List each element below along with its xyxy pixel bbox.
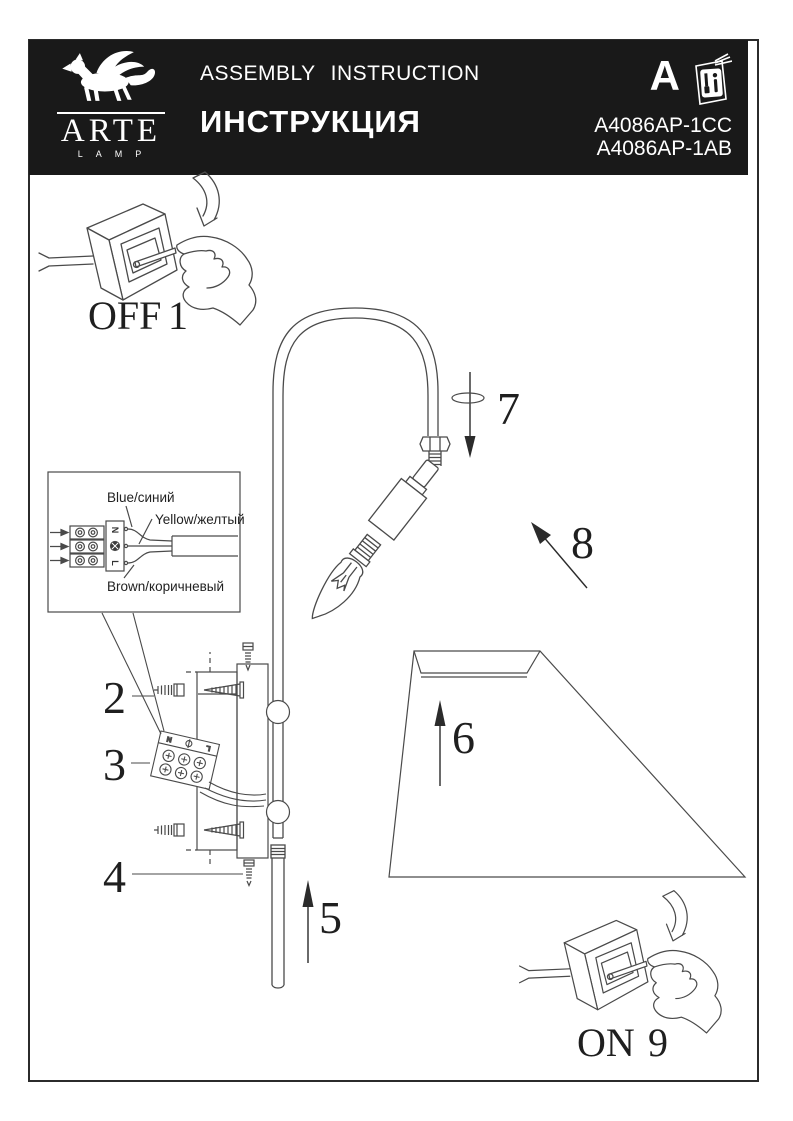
model-number-1: A4086AP-1CC [594,114,732,137]
step6-number: 6 [452,712,475,763]
wall-anchor-top [154,684,184,696]
step8-number: 8 [571,517,594,568]
lower-rod [271,845,285,988]
step1-label: OFF [88,293,162,338]
strip-terminal-l: L [110,560,120,566]
lamp-socket [369,454,446,540]
step7-number: 7 [497,383,520,434]
brand-subname: LAMP [77,149,155,159]
lamp-shade [389,651,745,877]
label-brown-wire: Brown/коричневый [107,579,225,594]
model-number-2: A4086AP-1AB [596,137,732,160]
label-blue-wire: Blue/синий [107,490,175,505]
light-bulb [302,532,386,628]
step1-number: 1 [168,293,188,338]
title-russian: ИНСТРУКЦИЯ [200,104,421,139]
category-letter: A [649,52,680,99]
strip-terminal-n: N [110,526,120,534]
callout-leaders [131,696,243,874]
step9-label: ON [577,1020,635,1065]
step9-power-on-illustration [520,891,722,1033]
title-english: ASSEMBLY INSTRUCTION [200,62,480,85]
step7-rotate-arrow [452,372,484,458]
label-yellow-wire: Yellow/желтый [155,512,245,527]
terminal-block [151,731,266,807]
plate-screw-top [243,643,253,670]
block-terminal-l: L [205,743,212,752]
step9-number: 9 [648,1020,668,1065]
plate-screw-bottom [244,860,254,886]
wall-anchor-bottom [154,824,184,836]
step4-number: 4 [103,851,126,902]
step2-number: 2 [103,672,126,723]
step5-number: 5 [319,892,342,943]
pole-ball-joints [267,701,290,824]
brand-name: ARTE [60,113,162,149]
step3-number: 3 [103,739,126,790]
step5-rod-arrow [303,880,314,963]
block-terminal-n: N [166,734,173,743]
